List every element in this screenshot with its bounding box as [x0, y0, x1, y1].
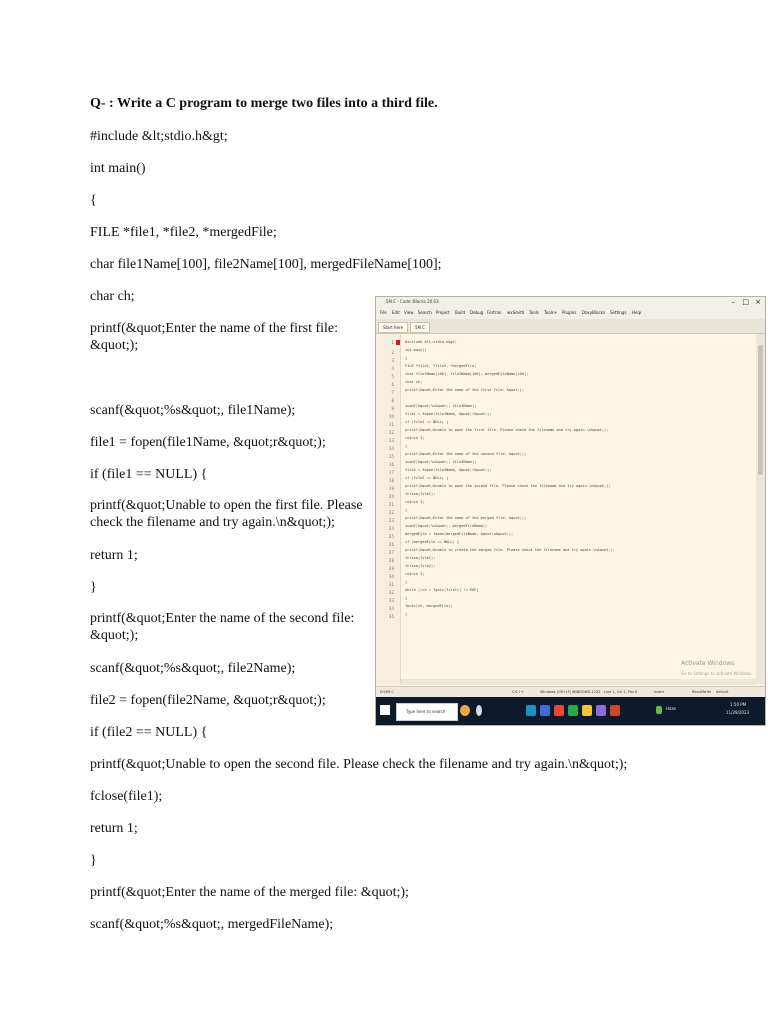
close-icon[interactable]: ×	[755, 298, 761, 306]
menu-edit[interactable]: Edit	[392, 310, 400, 315]
app-icon[interactable]	[554, 705, 564, 716]
line-number: 6	[391, 382, 394, 387]
windows-taskbar	[376, 697, 765, 725]
line-number: 29	[388, 566, 394, 571]
maximize-icon[interactable]: □	[742, 298, 749, 306]
status-access: Read/Write	[692, 690, 712, 694]
code-line: if (file2 == NULL) {	[90, 725, 208, 740]
line-number: 19	[388, 486, 394, 491]
status-cursor-position: Line 1, Col 1, Pos 0	[604, 690, 638, 694]
menu-project[interactable]: Project	[436, 310, 450, 315]
code-line: char file1Name[100], file2Name[100], mergedFileName[100];	[90, 257, 442, 272]
code-line: }	[90, 580, 97, 595]
code-line: {	[90, 193, 97, 208]
tray-time: 1:50 PM	[730, 702, 747, 707]
code-line: if (file1 == NULL) {	[90, 467, 208, 482]
line-number: 3	[391, 358, 394, 363]
editor-line: }	[405, 612, 408, 616]
editor-line: if (file1 == NULL) {	[405, 420, 449, 424]
editor-line: FILE *file1, *file2, *mergedFile;	[405, 364, 477, 368]
menu-tools-plus[interactable]: Tools+	[544, 310, 558, 315]
menu-search[interactable]: Search	[418, 310, 432, 315]
code-line: printf(&quot;Enter the name of the second file: &quot;);	[90, 611, 355, 643]
line-number: 4	[391, 366, 394, 371]
line-number: 21	[388, 502, 394, 507]
ide-screenshot	[375, 296, 766, 726]
editor-line: fputc(ch, mergedFile);	[405, 604, 453, 608]
line-number: 12	[388, 430, 394, 435]
line-number: 8	[391, 398, 394, 403]
code-line: FILE *file1, *file2, *mergedFile;	[90, 225, 277, 240]
code-line: int main()	[90, 161, 146, 176]
status-encoding: WINDOWS-1252	[572, 690, 601, 694]
editor-line: return 1;	[405, 436, 425, 440]
editor-line: char file1Name[100], file2Name[100], mergedFileName[100];	[405, 372, 529, 376]
status-file-path: D:\5M.C	[380, 690, 394, 694]
windows-start-icon[interactable]	[380, 705, 390, 715]
code-line: #include &lt;stdio.h&gt;	[90, 129, 228, 144]
line-number: 16	[388, 462, 394, 467]
word-icon[interactable]	[540, 705, 550, 716]
line-number: 18	[388, 478, 394, 483]
menu-fortran[interactable]: Fortran	[487, 310, 502, 315]
code-line: printf(&quot;Unable to open the second file. Please check the filename and try again.\n&quot;);	[90, 757, 628, 772]
line-number: 30	[388, 574, 394, 579]
editor-line: while ((ch = fgetc(file1)) != EOF)	[405, 588, 479, 592]
editor-line: file1 = fopen(file1Name, &quot;r&quot;);	[405, 412, 492, 416]
line-number: 11	[388, 422, 394, 427]
activation-watermark-subtitle: Go to Settings to activate Windows.	[681, 671, 753, 676]
question-title: Q- : Write a C program to merge two files into a third file.	[90, 96, 438, 111]
line-number: 25	[388, 534, 394, 539]
chrome-icon[interactable]	[568, 705, 578, 716]
ide-titlebar	[376, 297, 765, 308]
tab-start-here[interactable]: Start here	[378, 322, 408, 333]
editor-line: if (mergedFile == NULL) {	[405, 540, 460, 544]
editor-line: int main()	[405, 348, 427, 352]
task-view-icon[interactable]	[476, 705, 482, 716]
weather-text: Haze	[666, 706, 677, 711]
line-number: 2	[391, 350, 394, 355]
menu-help[interactable]: Help	[632, 310, 642, 315]
line-number: 33	[388, 598, 394, 603]
line-number: 13	[388, 438, 394, 443]
edge-icon[interactable]	[526, 705, 536, 716]
editor-line: if (file2 == NULL) {	[405, 476, 449, 480]
ide-tabbar	[376, 319, 765, 334]
editor-line: fclose(file1);	[405, 556, 436, 560]
line-number: 34	[388, 606, 394, 611]
line-number: 7	[391, 390, 394, 395]
cortana-icon[interactable]	[460, 705, 470, 716]
line-number: 24	[388, 526, 394, 531]
line-number-gutter	[376, 334, 401, 684]
editor-line: printf(&quot;Enter the name of the merged file: &quot;);	[405, 516, 527, 520]
menu-file[interactable]: File	[380, 310, 387, 315]
editor-line: printf(&quot;Unable to create the merged file. Please check the filename and try again.\n&quot;);	[405, 548, 615, 552]
editor-line: printf(&quot;Enter the name of the first file: &quot;);	[405, 388, 524, 392]
editor-line: scanf(&quot;%s&quot;, mergedFileName);	[405, 524, 488, 528]
status-profile: default	[716, 690, 729, 694]
line-number: 31	[388, 582, 394, 587]
menu-doxyblocks[interactable]: DoxyBlocks	[582, 310, 606, 315]
menu-wxsmith[interactable]: wxSmith	[507, 310, 525, 315]
line-number: 14	[388, 446, 394, 451]
line-number: 15	[388, 454, 394, 459]
code-line: return 1;	[90, 821, 138, 836]
menu-debug[interactable]: Debug	[470, 310, 484, 315]
tab-source-file[interactable]: 5M.C	[410, 322, 430, 333]
code-line: file2 = fopen(file2Name, &quot;r&quot;);	[90, 693, 326, 708]
editor-line: fclose(file2);	[405, 564, 436, 568]
code-line: }	[90, 853, 97, 868]
menu-settings[interactable]: Settings	[610, 310, 627, 315]
editor-line: #include &lt;stdio.h&gt;	[405, 340, 457, 344]
tray-date: 11/29/2023	[726, 710, 750, 715]
editor-line: scanf(&quot;%s&quot;, file1Name);	[405, 404, 477, 408]
editor-line: printf(&quot;Enter the name of the second file: &quot;);	[405, 452, 527, 456]
menu-plugins[interactable]: Plugins	[562, 310, 577, 315]
taskbar-search-box[interactable]	[396, 703, 458, 721]
line-number: 10	[388, 414, 394, 419]
code-line: scanf(&quot;%s&quot;, mergedFileName);	[90, 917, 334, 932]
editor-line: {	[405, 356, 408, 360]
editor-line: printf(&quot;Unable to open the first file. Please check the filename and try again.\n&quot;);	[405, 428, 609, 432]
menu-tools[interactable]: Tools	[529, 310, 539, 315]
editor-line: }	[405, 508, 408, 512]
code-editor[interactable]	[401, 334, 756, 684]
scrollbar-thumb[interactable]	[758, 345, 763, 475]
line-number: 22	[388, 510, 394, 515]
line-number: 35	[388, 614, 394, 619]
line-number: 9	[391, 406, 394, 411]
editor-line: printf(&quot;Unable to open the second file. Please check the filename and try again.\n&quot;);	[405, 484, 611, 488]
codeblocks-icon[interactable]	[610, 705, 620, 716]
activation-watermark: Activate Windows	[681, 660, 735, 667]
line-number: 26	[388, 542, 394, 547]
menu-view[interactable]: View	[404, 310, 414, 315]
status-line-endings: Windows (CR+LF)	[540, 690, 572, 694]
code-line: file1 = fopen(file1Name, &quot;r&quot;);	[90, 435, 326, 450]
minimize-icon[interactable]: –	[731, 298, 735, 306]
line-number: 23	[388, 518, 394, 523]
line-number: 5	[391, 374, 394, 379]
code-line: scanf(&quot;%s&quot;, file2Name);	[90, 661, 296, 676]
store-icon[interactable]	[596, 705, 606, 716]
code-line: char ch;	[90, 289, 135, 304]
editor-line: {	[405, 596, 408, 600]
line-number: 28	[388, 558, 394, 563]
taskbar-search-placeholder: Type here to search	[406, 709, 446, 714]
status-language: C/C++	[512, 690, 524, 694]
code-line: fclose(file1);	[90, 789, 163, 804]
weather-icon[interactable]	[656, 706, 662, 714]
editor-line: file2 = fopen(file2Name, &quot;r&quot;);	[405, 468, 492, 472]
editor-line: }	[405, 444, 408, 448]
line-number: 20	[388, 494, 394, 499]
editor-line: mergedFile = fopen(mergedFileName, &quot;w&quot;);	[405, 532, 514, 536]
line-number: 1	[391, 340, 394, 345]
editor-line: fclose(file1);	[405, 492, 436, 496]
code-line: printf(&quot;Enter the name of the first file: &quot;);	[90, 321, 339, 353]
line-number: 27	[388, 550, 394, 555]
line-number: 17	[388, 470, 394, 475]
editor-line: return 1;	[405, 500, 425, 504]
breakpoint-marker[interactable]	[396, 340, 400, 345]
editor-line: char ch;	[405, 380, 423, 384]
menu-build[interactable]: Build	[455, 310, 466, 315]
code-line: printf(&quot;Enter the name of the merged file: &quot;);	[90, 885, 409, 900]
ide-window-title: 5M.C - Code::Blocks 20.03	[386, 299, 439, 304]
status-insert-mode: Insert	[654, 690, 665, 694]
editor-line: return 1;	[405, 572, 425, 576]
code-line: printf(&quot;Unable to open the first file. Please check the filename and try again.\n&quot;);	[90, 498, 363, 530]
editor-line: scanf(&quot;%s&quot;, file2Name);	[405, 460, 477, 464]
code-line: scanf(&quot;%s&quot;, file1Name);	[90, 403, 296, 418]
line-number: 32	[388, 590, 394, 595]
editor-line: }	[405, 580, 408, 584]
horizontal-scrollbar[interactable]	[401, 679, 756, 685]
code-line: return 1;	[90, 548, 138, 563]
file-explorer-icon[interactable]	[582, 705, 592, 716]
